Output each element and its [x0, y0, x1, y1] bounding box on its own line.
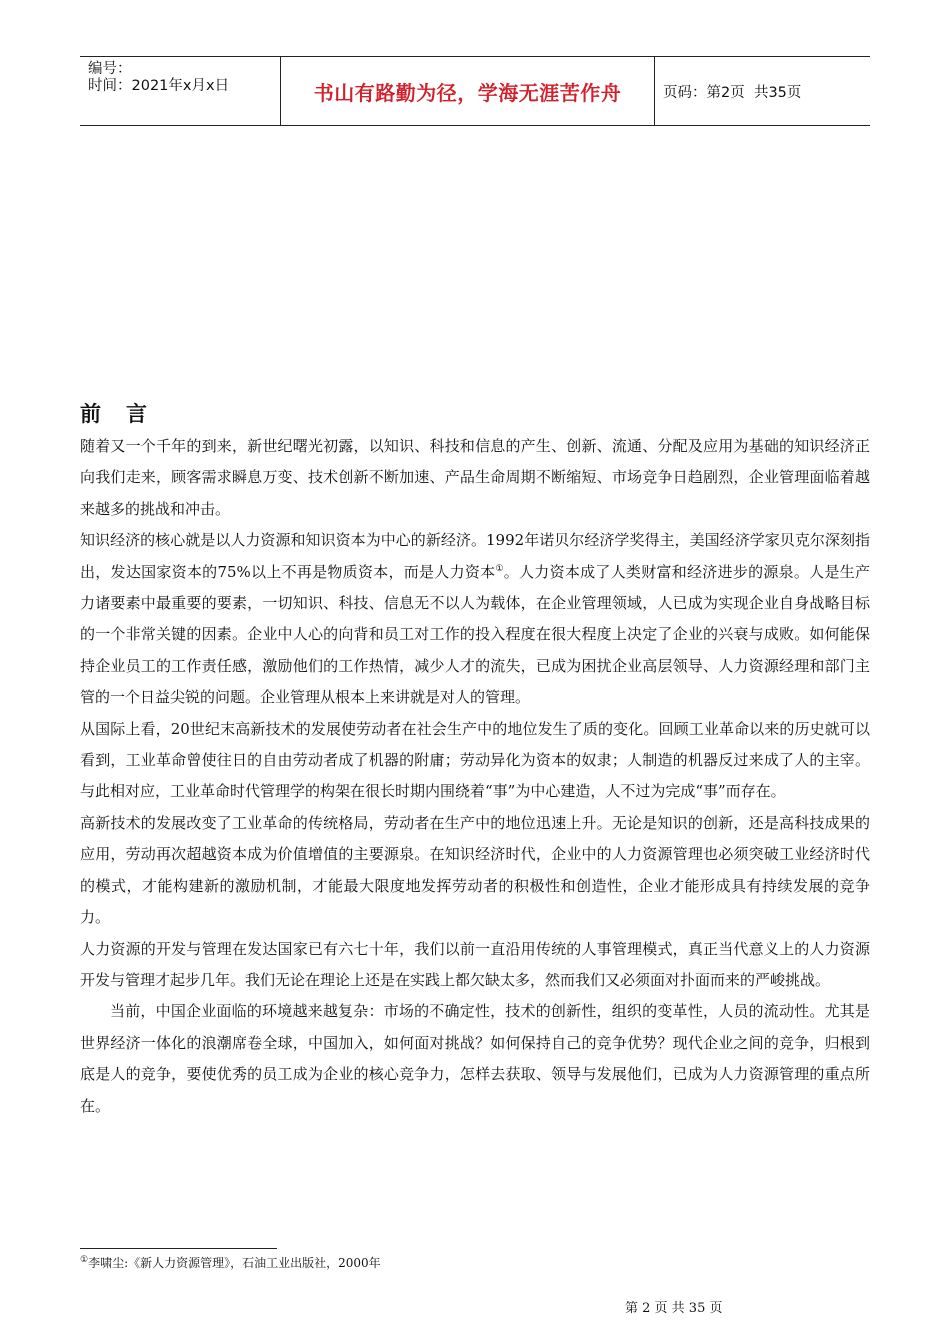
paragraph-4: 高新技术的发展改变了工业革命的传统格局，劳动者在生产中的地位迅速上升。无论是知识的创新，还是高科技成果的应用，劳动再次超越资本成为价值增值的主要源泉。在知识经济时代，企业中的人力资源管理也必须突破工业经济时代的模式，才能构建新的激励机制，才能最大限度地发挥劳动者的积极性和创造性，企业才能形成具有持续发展的竞争力。 — [80, 813, 870, 927]
header-motto: 书山有路勤为径，学海无涯苦作舟 — [313, 80, 622, 105]
paragraph-2-part-1: 知识经济的核心就是以人力资源和知识资本为中心的新经济。1992年诺贝尔经济学奖得主，美国经济学家贝克尔深刻指出，发达国家资本的75%以上不再是物质资本，而是人力资本 — [80, 531, 870, 581]
footnote-divider — [80, 1248, 277, 1249]
paragraph-5: 人力资源的开发与管理在发达国家已有六七十年，我们以前一直沿用传统的人事管理模式，真正当代意义上的人力资源开发与管理才起步几年。我们无论在理论上还是在实践上都欠缺太多，然而我们又必须面对扑面而来的严峻挑战。 — [80, 939, 870, 989]
header-page-code: 页码：第2页 共35页 — [663, 84, 802, 101]
page-header — [80, 56, 870, 126]
paragraph-6: 当前，中国企业面临的环境越来越复杂：市场的不确定性，技术的创新性，组织的变革性，人员的流动性。尤其是世界经济一体化的浪潮席卷全球，中国加入，如何面对挑战？如何保持自己的竞争优势？现代企业之间的竞争，归根到底是人的竞争，要使优秀的员工成为企业的核心竞争力，怎样去获取、领导与发展他们，已成为人力资源管理的重点所在。 — [80, 1002, 870, 1115]
body-text — [80, 431, 870, 1122]
document-number-label: 编号： — [88, 61, 132, 77]
footnote-text: 李啸尘:《新人力资源管理》，石油工业出版社，2000年 — [88, 1256, 381, 1270]
paragraph-3: 从国际上看，20世纪末高新技术的发展使劳动者在社会生产中的地位发生了质的变化。回顾工业革命以来的历史就可以看到，工业革命曾使往日的自由劳动者成了机器的附庸；劳动异化为资本的奴隶；人制造的机器反过来成了人的主宰。与此相对应，工业革命时代管理学的构架在很长时期内围绕着“事”为中心建造，人不过为完成“事”而存在。 — [80, 719, 870, 801]
header-motto-cell — [281, 57, 655, 125]
page-number: 第 2 页 共 35 页 — [625, 1301, 723, 1316]
paragraph-2 — [80, 525, 870, 713]
footnote — [80, 1254, 381, 1271]
header-page-code-cell — [655, 57, 870, 125]
paragraph-2-part-2: 。人力资本成了人类财富和经济进步的源泉。人是生产力诸要素中最重要的要素，一切知识、科技、信息无不以人为载体，在企业管理领域，人已成为实现企业自身战略目标的一个非常关键的因素。企业中人心的向背和员工对工作的投入程度在很大程度上决定了企业的兴衰与成败。如何能保持企业员工的工作责任感，激励他们的工作热情，减少人才的流失，已成为困扰企业高层领导、人力资源经理和部门主管的一个日益尖锐的问题。企业管理从根本上来讲就是对人的管理。 — [80, 562, 870, 707]
document-time: 时间：2021年x月x日 — [88, 78, 230, 94]
footnote-reference[interactable]: ① — [495, 563, 504, 574]
section-title: 前 言 — [80, 402, 149, 426]
paragraph-1: 随着又一个千年的到来，新世纪曙光初露，以知识、科技和信息的产生、创新、流通、分配及应用为基础的知识经济正向我们走来，顾客需求瞬息万变、技术创新不断加速、产品生命周期不断缩短、市场竞争日趋剧烈，企业管理面临着越来越多的挑战和冲击。 — [80, 437, 870, 518]
footnote-marker: ① — [80, 1255, 89, 1265]
header-meta — [80, 57, 281, 125]
